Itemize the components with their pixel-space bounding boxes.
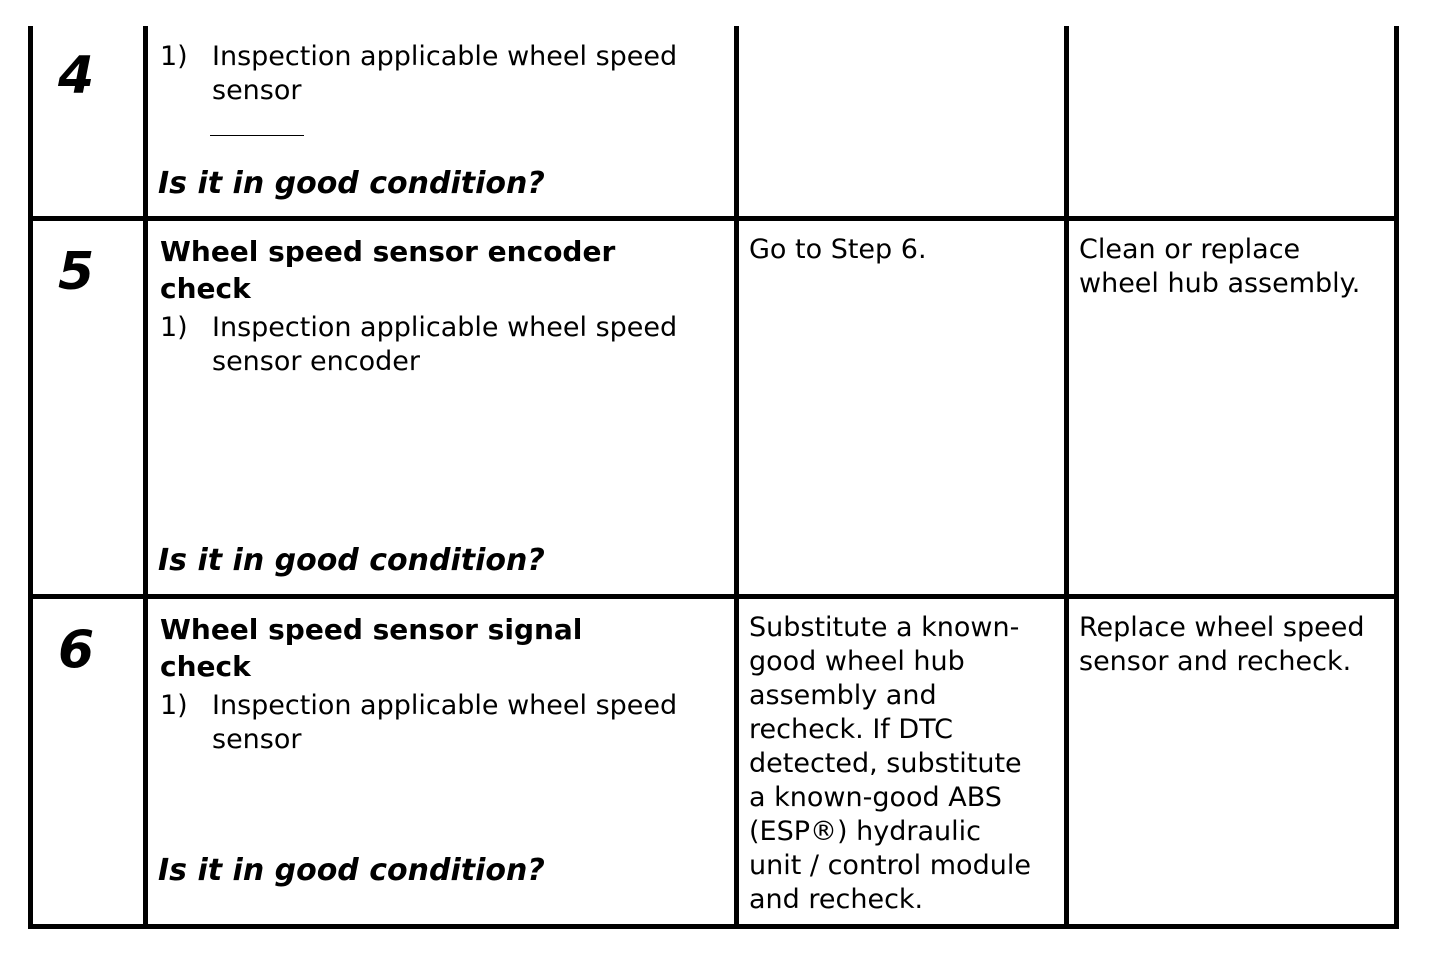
condition-question: Is it in good condition?	[158, 166, 545, 201]
column-divider-3	[1064, 26, 1069, 929]
condition-question: Is it in good condition?	[158, 543, 545, 578]
column-divider-1	[143, 26, 148, 929]
table-border-bottom	[28, 924, 1399, 929]
step-description	[160, 233, 680, 379]
yes-result: Substitute a known- good wheel hub assembly and recheck. If DTC detected, substitute a known-good ABS (ESP®) hydraulic unit / control module and recheck.	[749, 612, 1031, 915]
list-item	[160, 311, 680, 379]
list-item-number: 1)	[160, 41, 188, 72]
table-border-right	[1394, 26, 1399, 929]
list-item-number: 1)	[160, 312, 188, 343]
list-item-text: Inspection applicable wheel speed sensor encoder	[212, 312, 678, 377]
step-heading: Wheel speed sensor encoder check	[160, 235, 616, 305]
list-item-number: 1)	[160, 690, 188, 721]
no-result: Replace wheel speed sensor and recheck.	[1079, 612, 1365, 677]
list-item-text: Inspection applicable wheel speed sensor	[212, 41, 678, 106]
step-number: 4	[58, 46, 95, 106]
yes-result: Go to Step 6.	[749, 234, 927, 265]
condition-question: Is it in good condition?	[158, 853, 545, 888]
step-number: 5	[58, 242, 95, 302]
step-description	[160, 40, 720, 108]
list-item	[160, 689, 680, 757]
table-border-left	[28, 26, 33, 929]
divider-rule	[210, 135, 304, 136]
list-item	[160, 40, 720, 108]
step-number: 6	[58, 620, 95, 680]
no-result: Clean or replace wheel hub assembly.	[1079, 234, 1361, 299]
list-item-text: Inspection applicable wheel speed sensor	[212, 690, 678, 755]
step-description	[160, 611, 680, 757]
step-heading: Wheel speed sensor signal check	[160, 613, 583, 683]
row-divider-1	[28, 216, 1399, 221]
row-divider-2	[28, 594, 1399, 599]
column-divider-2	[734, 26, 739, 929]
